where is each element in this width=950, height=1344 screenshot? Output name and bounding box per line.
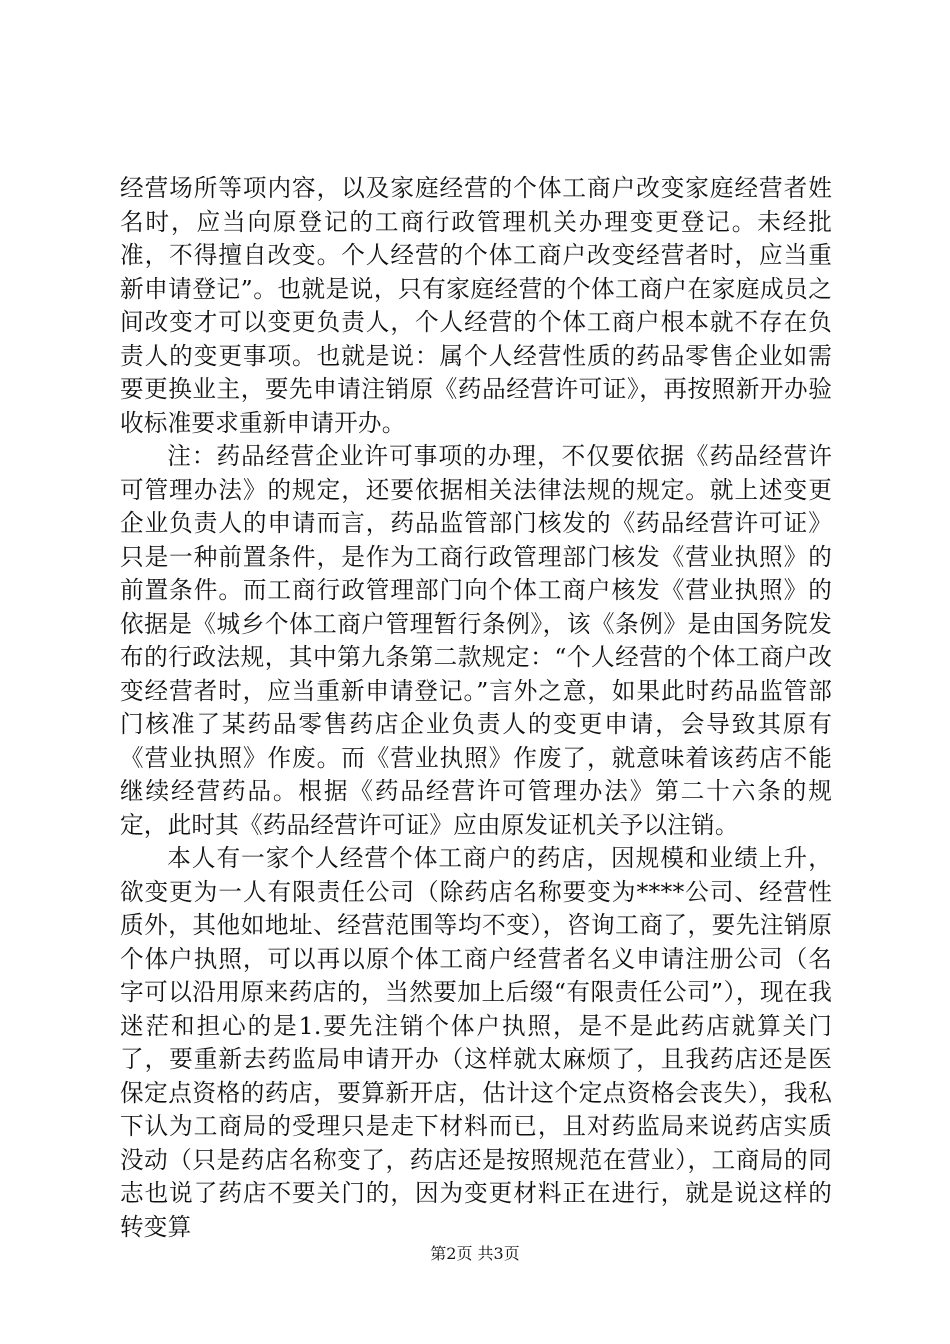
paragraph-3-question: 本人有一家个人经营个体工商户的药店，因规模和业绩上升，欲变更为一人有限责任公司（除药店名称要变为****公司、经营性质外，其他如地址、经营范围等均不变），咨询工商了，要先注销原个体户执照，可以再以原个体工商户经营者名义申请注册公司（名字可以沿用原来药店的，当然要加上后缀“有限责任公司”），现在我迷茫和担心的是1.要先注销个体户执照，是不是此药店就算关门了，要重新去药监局申请开办（这样就太麻烦了，且我药店还是医保定点资格的药店，要算新开店，估计这个定点资格会丧失），我私下认为工商局的受理只是走下材料而已，且对药监局来说药店实质没动（只是药店名称变了，药店还是按照规范在营业），工商局的同志也说了药店不要关门的，因为变更材料正在进行，就是说这样的转变算 [120,844,832,1241]
paragraph-2-note: 注：药品经营企业许可事项的办理，不仅要依据《药品经营许可管理办法》的规定，还要依据相关法律法规的规定。就上述变更企业负责人的申请而言，药品监管部门核发的《药品经营许可证》只是一种前置条件，是作为工商行政管理部门核发《营业执照》的前置条件。而工商行政管理部门向个体工商户核发《营业执照》的依据是《城乡个体工商户管理暂行条例》，该《条例》是由国务院发布的行政法规，其中第九条第二款规定：“个人经营的个体工商户改变经营者时，应当重新申请登记。”言外之意，如果此时药品监管部门核准了某药品零售药店企业负责人的变更申请，会导致其原有《营业执照》作废。而《营业执照》作废了，就意味着该药店不能继续经营药品。根据《药品经营许可管理办法》第二十六条的规定，此时其《药品经营许可证》应由原发证机关予以注销。 [120,442,832,839]
document-body [120,172,832,1244]
page-footer [0,1244,950,1264]
page-number-label: 第2页 共3页 [430,1244,520,1263]
paragraph-1: 经营场所等项内容，以及家庭经营的个体工商户改变家庭经营者姓名时，应当向原登记的工商行政管理机关办理变更登记。未经批准，不得擅自改变。个人经营的个体工商户改变经营者时，应当重新申请登记”。也就是说，只有家庭经营的个体工商户在家庭成员之间改变才可以变更负责人，个人经营的个体工商户根本就不存在负责人的变更事项。也就是说：属个人经营性质的药品零售企业如需要更换业主，要先申请注销原《药品经营许可证》，再按照新开办验收标准要求重新申请开办。 [120,174,832,437]
